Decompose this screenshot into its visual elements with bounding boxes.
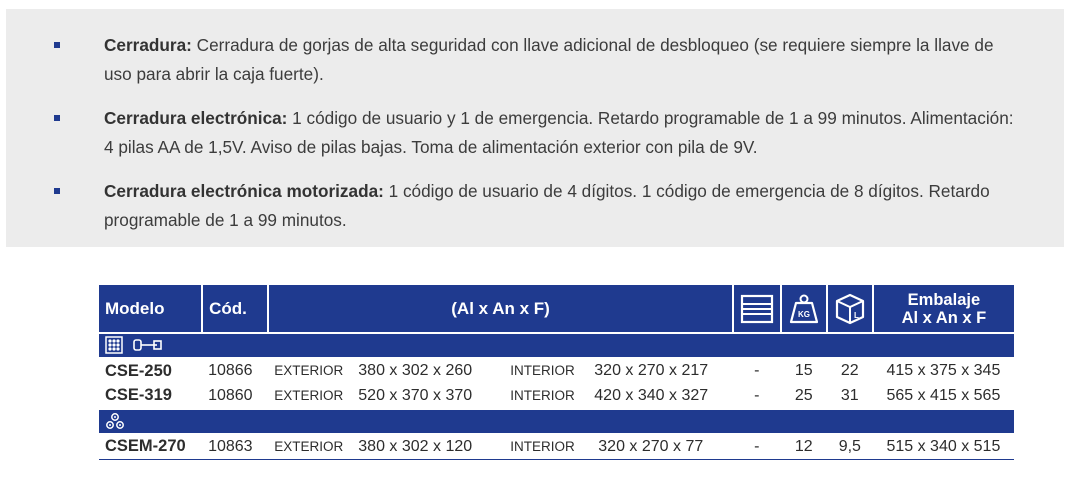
interior-label: INTERIOR xyxy=(510,438,575,454)
cell-dims xyxy=(268,357,733,383)
cell-dims xyxy=(268,383,733,409)
cell-modelo: CSE-319 xyxy=(99,383,202,409)
gears-icon xyxy=(105,412,125,430)
interior-dims: 420 x 340 x 327 xyxy=(594,386,709,404)
header-shelf xyxy=(733,285,781,333)
header-modelo: Modelo xyxy=(99,285,202,333)
cell-shelf: - xyxy=(754,362,760,379)
feature-item xyxy=(54,31,1014,89)
volume-liters-label: L xyxy=(853,310,859,320)
header-dims: (Al x An x F) xyxy=(268,285,733,333)
exterior-label: EXTERIOR xyxy=(274,363,344,378)
shelf-icon xyxy=(740,294,774,324)
header-embalaje-line2: Al x An x F xyxy=(901,308,987,327)
cell-cod-value: 10866 xyxy=(208,362,253,379)
exterior-label: EXTERIOR xyxy=(274,387,344,403)
header-volume xyxy=(827,285,873,333)
cell-cod xyxy=(202,357,268,383)
cell-embalaje: 515 x 340 x 515 xyxy=(873,433,1014,459)
specs-table xyxy=(99,285,1014,460)
cell-liters: 22 xyxy=(840,362,859,379)
feature-text: 1 código de usuario y 1 de emergencia. Retardo programable de 1 a 99 minutos. Alimentación: 4 pilas AA de 1,5V. Aviso de pilas bajas. Toma de alimentación exterior con pila de 9V. xyxy=(104,108,1014,157)
table-row xyxy=(99,383,1014,409)
header-embalaje-line1: Embalaje xyxy=(907,290,981,309)
cell-dims xyxy=(268,433,733,459)
cell-kg: 12 xyxy=(781,433,827,459)
feature-item xyxy=(54,104,1014,162)
header-weight xyxy=(781,285,827,333)
cell-embalaje: 415 x 375 x 345 xyxy=(886,362,1001,379)
cell-cod xyxy=(202,383,268,409)
bullet-icon xyxy=(54,42,60,48)
interior-label: INTERIOR xyxy=(510,387,575,403)
table-header-row xyxy=(99,285,1014,333)
cell-liters: 31 xyxy=(827,383,873,409)
exterior-label: EXTERIOR xyxy=(274,438,344,454)
key-icon xyxy=(133,338,163,352)
exterior-dims: 520 x 370 x 370 xyxy=(358,386,473,404)
cell-cod-value: 10863 xyxy=(208,437,253,455)
group-row-electronic xyxy=(99,333,1014,357)
bullet-icon xyxy=(54,188,60,194)
bullet-icon xyxy=(54,115,60,121)
interior-label: INTERIOR xyxy=(510,363,575,378)
table-row xyxy=(99,357,1014,383)
cell-kg: 15 xyxy=(794,362,813,379)
feature-text: Cerradura de gorjas de alta seguridad con llave adicional de desbloqueo (se requiere siempre la llave de uso para abrir la caja fuerte). xyxy=(104,35,994,84)
interior-dims: 320 x 270 x 77 xyxy=(598,437,704,455)
cell-modelo: CSEM-270 xyxy=(99,433,202,459)
cell-shelf: - xyxy=(733,433,781,459)
cell-shelf: - xyxy=(733,383,781,409)
header-cod: Cód. xyxy=(202,285,268,333)
feature-label: Cerradura electrónica: xyxy=(104,108,288,128)
cell-liters: 9,5 xyxy=(827,433,873,459)
interior-dims: 320 x 270 x 217 xyxy=(594,362,709,379)
feature-label: Cerradura electrónica motorizada: xyxy=(104,181,384,201)
cell-embalaje: 565 x 415 x 565 xyxy=(873,383,1014,409)
volume-liters-icon xyxy=(834,293,866,325)
exterior-dims: 380 x 302 x 120 xyxy=(358,437,473,455)
feature-label: Cerradura: xyxy=(104,35,192,55)
table-row xyxy=(99,433,1014,459)
header-embalaje xyxy=(873,285,1014,333)
cell-cod xyxy=(202,433,268,459)
feature-item xyxy=(54,177,1014,235)
weight-kg-label: KG xyxy=(797,309,810,319)
cell-cod-value: 10860 xyxy=(208,386,253,404)
exterior-dims: 380 x 302 x 260 xyxy=(358,362,473,379)
cell-kg: 25 xyxy=(781,383,827,409)
group-row-motorized xyxy=(99,409,1014,433)
features-list xyxy=(54,31,1014,250)
keypad-icon xyxy=(105,336,123,354)
cell-modelo: CSE-250 xyxy=(105,361,172,380)
features-panel xyxy=(6,9,1064,247)
weight-kg-icon xyxy=(788,293,820,325)
feature-text: 1 código de usuario de 4 dígitos. 1 código de emergencia de 8 dígitos. Retardo programable de 1 a 99 minutos. xyxy=(104,181,990,230)
